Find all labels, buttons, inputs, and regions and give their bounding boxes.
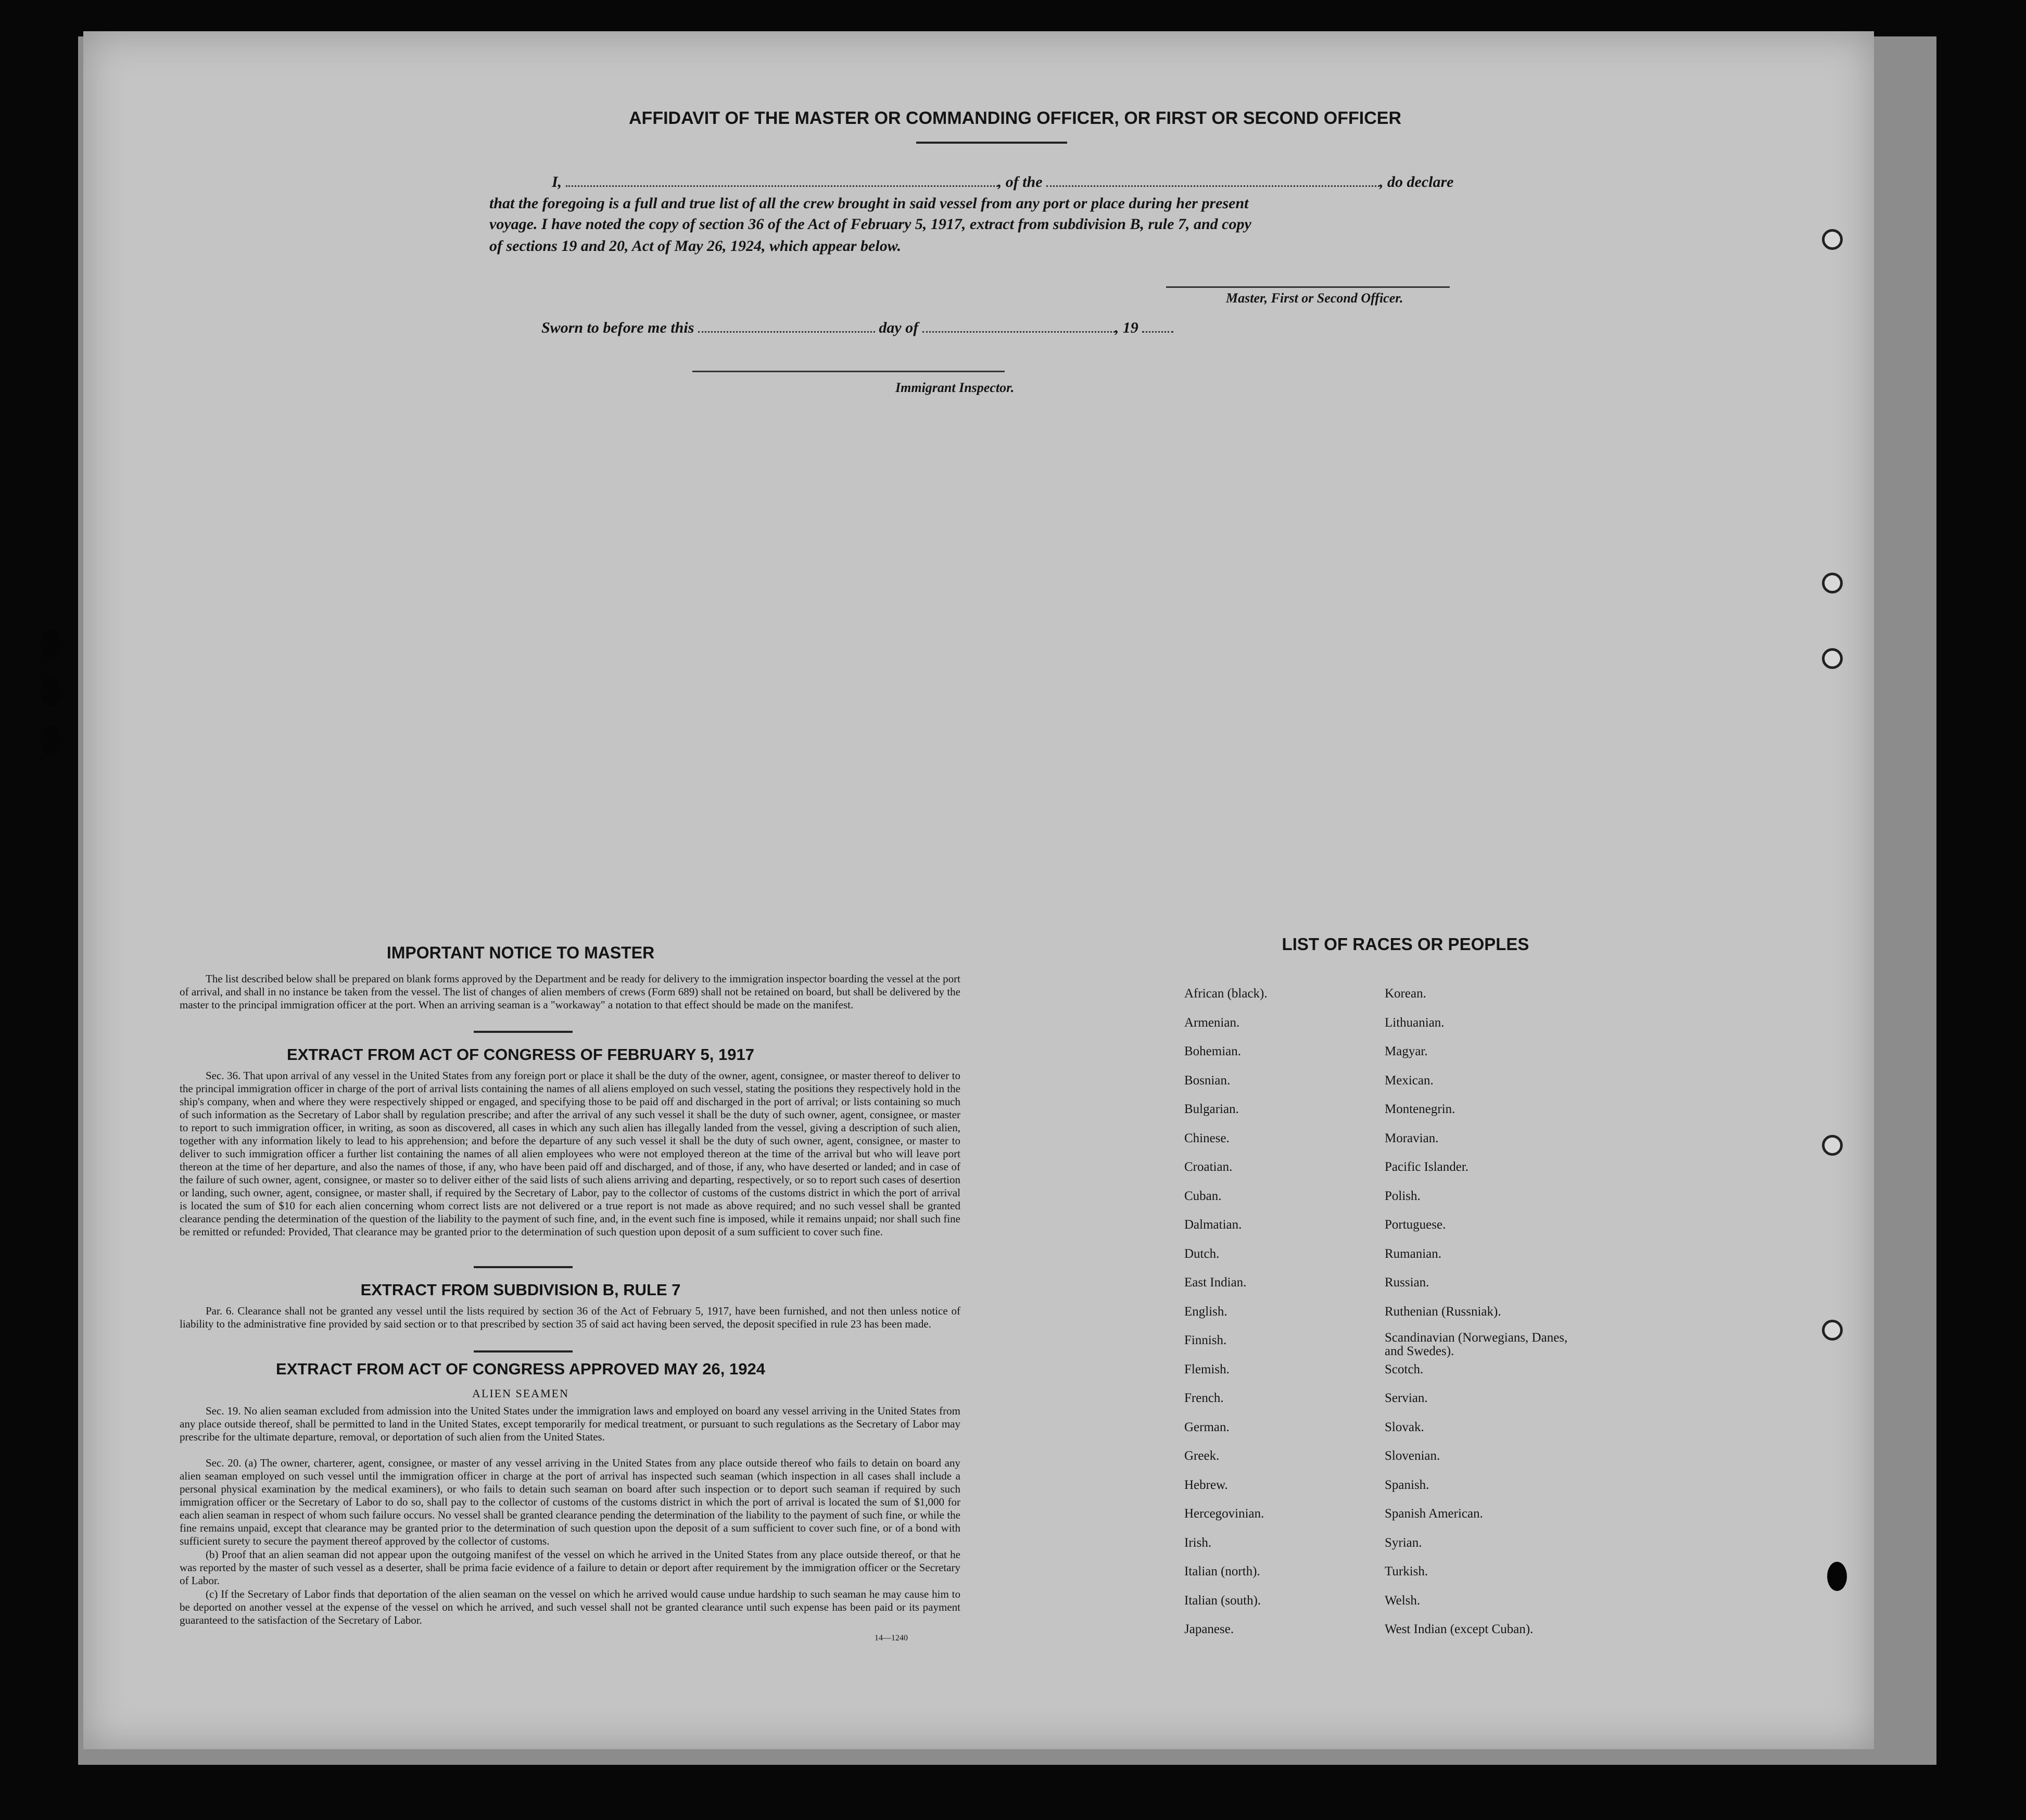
race-item: Magyar. [1385, 1044, 1428, 1058]
race-item: African (black). [1184, 987, 1268, 1001]
race-item: Servian. [1385, 1391, 1428, 1405]
master-caption: Master, First or Second Officer. [1226, 290, 1403, 306]
race-item: Bulgarian. [1184, 1102, 1239, 1116]
race-item: Hercegovinian. [1184, 1507, 1264, 1521]
race-item: Spanish. [1385, 1477, 1429, 1492]
race-item: Slovak. [1385, 1420, 1424, 1434]
race-item: Polish. [1385, 1189, 1421, 1203]
affidavit-line-3: voyage. I have noted the copy of section 36 of the Act of February 5, 1917, extract from subdivision B, rule 7, and copy [489, 216, 1251, 233]
race-item: Croatian. [1184, 1160, 1233, 1174]
race-item: Syrian. [1385, 1535, 1422, 1550]
binder-ring-3 [1822, 648, 1843, 669]
affidavit-line1-start: I, [552, 173, 562, 191]
race-item: Scotch. [1385, 1362, 1424, 1376]
race-item: Scandinavian (Norwegians, Danes, and Swedes). [1385, 1331, 1568, 1358]
race-item: Italian (south). [1184, 1593, 1261, 1608]
extract-1924-sec20b: (b) Proof that an alien seaman did not appear upon the outgoing manifest of the vessel on which he arrived in the United States from any place outside thereof, or that he was reported by the master of such vessel as a deserter, shall be prima facie evidence of a failure to detain or deport after requirement by the immigration officer or the Secretary of Labor. [180, 1548, 960, 1587]
inspector-caption: Immigrant Inspector. [895, 380, 1015, 395]
race-item: Spanish American. [1385, 1507, 1483, 1521]
race-item: Dalmatian. [1184, 1218, 1242, 1232]
races-title: LIST OF RACES OR PEOPLES [1282, 934, 1529, 954]
sworn-year-field[interactable] [1142, 319, 1173, 333]
race-item: Armenian. [1184, 1015, 1240, 1030]
race-item: Mexican. [1385, 1073, 1434, 1088]
notice-rule [474, 1031, 573, 1033]
sworn-line [541, 319, 1173, 337]
binder-hole-left-2 [41, 677, 60, 706]
binder-ring-4 [1822, 1135, 1843, 1156]
extract-1924-sec19: Sec. 19. No alien seaman excluded from admission into the United States under the immigration laws and employed on board any vessel arriving in the United States from any place outside thereof, shall be permitted to land in the United States, except temporarily for medical treatment, or pursuant to such regulations as the Secretary of Labor may prescribe for the ultimate departure, removal, or deportation of such alien from the United States. [180, 1405, 960, 1443]
race-item: Italian (north). [1184, 1564, 1260, 1578]
extract-1924-sec20a: Sec. 20. (a) The owner, charterer, agent, consignee, or master of any vessel arriving in the United States from any place outside thereof who fails to detain on board any alien seaman employed on such vessel until the immigration officer in charge at the port of arrival has inspected such seaman (which inspection in all cases shall include a personal physical examination by the medical examiners), or who fails to detain such seaman on board after such inspection or to deport such seaman if required by such immigration officer or the Secretary of Labor to do so, shall pay to the collector of customs of the customs district in which the port of arrival is located the sum of $1,000 for each alien seaman in respect of whom such failure occurs. No vessel shall be granted clearance pending the determination of the liability to the payment of such fine, or while the fine remains unpaid, except that clearance may be granted prior to the determination of such question upon the deposit of a sum sufficient to cover such fine, or of a bond with sufficient surety to secure the payment thereof approved by the collector of customs. [180, 1457, 960, 1547]
notice-title: IMPORTANT NOTICE TO MASTER [386, 943, 655, 962]
binder-ring-5 [1822, 1320, 1843, 1341]
race-item: Montenegrin. [1385, 1102, 1455, 1116]
sworn-day-field[interactable] [698, 319, 875, 333]
race-item: French. [1184, 1391, 1224, 1405]
sworn-day-of: day of [879, 319, 919, 336]
race-item: Cuban. [1184, 1189, 1222, 1203]
sworn-year-prefix: , 19 [1115, 319, 1138, 336]
race-item: Greek. [1184, 1449, 1220, 1463]
binder-ring-1 [1822, 229, 1843, 250]
race-item: Korean. [1385, 987, 1426, 1001]
form-number: 14—1240 [875, 1634, 908, 1642]
race-item: Ruthenian (Russniak). [1385, 1304, 1501, 1319]
sworn-month-field[interactable] [922, 319, 1115, 333]
affidavit-line1-mid: , of the [997, 173, 1043, 191]
race-item: Moravian. [1385, 1131, 1439, 1145]
race-item: Flemish. [1184, 1362, 1230, 1376]
vessel-name-field[interactable] [1046, 173, 1379, 187]
extract-1917-rule [474, 1266, 573, 1268]
race-item: Slovenian. [1385, 1449, 1440, 1463]
inspector-signature-line[interactable] [692, 371, 1005, 372]
race-item: West Indian (except Cuban). [1385, 1622, 1534, 1636]
race-item: Turkish. [1385, 1564, 1428, 1578]
race-item: German. [1184, 1420, 1230, 1434]
race-item: English. [1184, 1304, 1227, 1319]
affidavit-line-1 [552, 173, 1453, 191]
race-item: Pacific Islander. [1385, 1160, 1469, 1174]
extract-1924-subtitle: ALIEN SEAMEN [472, 1387, 569, 1400]
race-item: Portuguese. [1385, 1218, 1446, 1232]
race-item: Finnish. [1184, 1333, 1227, 1347]
extract-1924-sec20c: (c) If the Secretary of Labor finds that deportation of the alien seaman on the vessel on which he arrived would cause undue hardship to such seaman he may cause him to be deported on another vessel at the expense of the vessel on which he arrived, and such vessel shall not be granted clearance until such expense has been paid or its payment guaranteed to the satisfaction of the Secretary of Labor. [180, 1588, 960, 1626]
affidavit-line1-end: , do declare [1379, 173, 1454, 191]
race-item: Russian. [1385, 1275, 1429, 1290]
race-item: Welsh. [1385, 1593, 1421, 1608]
affidavit-title: AFFIDAVIT OF THE MASTER OR COMMANDING OFFICER, OR FIRST OR SECOND OFFICER [629, 108, 1401, 128]
binder-ring-2 [1822, 573, 1843, 593]
master-signature-line[interactable] [1166, 286, 1450, 288]
declarant-name-field[interactable] [566, 173, 998, 187]
sworn-prefix: Sworn to before me this [541, 319, 694, 336]
extract-rule7-rule [474, 1350, 573, 1353]
binder-hole-left-1 [41, 630, 60, 659]
extract-1917-title: EXTRACT FROM ACT OF CONGRESS OF FEBRUARY 5, 1917 [287, 1045, 754, 1064]
race-item: Japanese. [1184, 1622, 1234, 1636]
affidavit-title-rule [916, 142, 1067, 144]
binder-hole-right-1 [1827, 1562, 1847, 1591]
race-item: Hebrew. [1184, 1477, 1228, 1492]
extract-rule7-text: Par. 6. Clearance shall not be granted any vessel until the lists required by section 36 of the Act of February 5, 1917, have been furnished, and not then unless notice of liability to the administrative fine provided by said section or to that prescribed by section 35 of said act having been served, the deposit specified in rule 23 has been made. [180, 1305, 960, 1330]
binder-hole-left-3 [41, 726, 60, 755]
race-item: Dutch. [1184, 1246, 1220, 1261]
notice-text: The list described below shall be prepared on blank forms approved by the Department and be ready for delivery to the immigration inspector boarding the vessel at the port of arrival, and shall in no instance be taken from the vessel. The list of changes of alien members of crews (Form 689) shall not be retained on board, but shall be delivered by the master to the principal immigration officer at the port. When an arriving seaman is a "workaway" a notation to that effect should be made on the manifest. [180, 972, 960, 1011]
race-item: Bosnian. [1184, 1073, 1231, 1088]
race-item: Rumanian. [1385, 1246, 1442, 1261]
race-item: East Indian. [1184, 1275, 1247, 1290]
race-item: Lithuanian. [1385, 1015, 1445, 1030]
race-item: Bohemian. [1184, 1044, 1242, 1058]
race-item: Chinese. [1184, 1131, 1230, 1145]
race-item: Irish. [1184, 1535, 1212, 1550]
extract-1924-title: EXTRACT FROM ACT OF CONGRESS APPROVED MAY 26, 1924 [276, 1360, 765, 1378]
extract-1917-text: Sec. 36. That upon arrival of any vessel in the United States from any foreign port or place it shall be the duty of the owner, agent, consignee, or master thereof to deliver to the principal immigration officer in charge of the port of arrival lists containing the names of all aliens employed on such vessel, stating the positions they respectively hold in the ship's company, when and where they were respectively shipped or engaged, and specifying those to be paid off and discharged in the port of arrival; or lists containing so much of such information as the Secretary of Labor shall by regulation prescribe; and after the arrival of any such vessel it shall be the duty of such owner, agent, consignee, or master to report to such immigration officer, in writing, as soon as discovered, all cases in which any such alien has illegally landed from the vessel, giving a description of such alien, together with any information likely to lead to his apprehension; and before the departure of any such vessel it shall be the duty of such owner, agent, consignee, or master to deliver to such immigration officer a further list containing the names of all alien employees who were not employed thereon at the time of the arrival but who will leave port thereon at the time of her departure, and also the names of those, if any, who have been paid off and discharged, and of those, if any, who have deserted or landed; and in case of the failure of such owner, agent, consignee, or master so to deliver either of the said lists of such aliens arriving and departing, respectively, or so to report such cases of desertion or landing, such owner, agent, consignee, or master shall, if required by the Secretary of Labor, pay to the collector of customs of the customs district in which the port of arrival is located the sum of $10 for each alien concerning whom correct lists are not delivered or a true report is not made as above required; and no such vessel shall be granted clearance pending the determination of the question of the liability to the payment of such fine, and, in the event such fine is imposed, while it remains unpaid; nor shall such fine be remitted or refunded: Provided, That clearance may be granted prior to the determination of such question upon deposit of a sum sufficient to cover such fine. [180, 1069, 960, 1238]
affidavit-line-4: of sections 19 and 20, Act of May 26, 1924, which appear below. [489, 237, 902, 255]
extract-rule7-title: EXTRACT FROM SUBDIVISION B, RULE 7 [360, 1281, 681, 1299]
affidavit-line-2: that the foregoing is a full and true list of all the crew brought in said vessel from any port or place during her present [489, 195, 1249, 212]
